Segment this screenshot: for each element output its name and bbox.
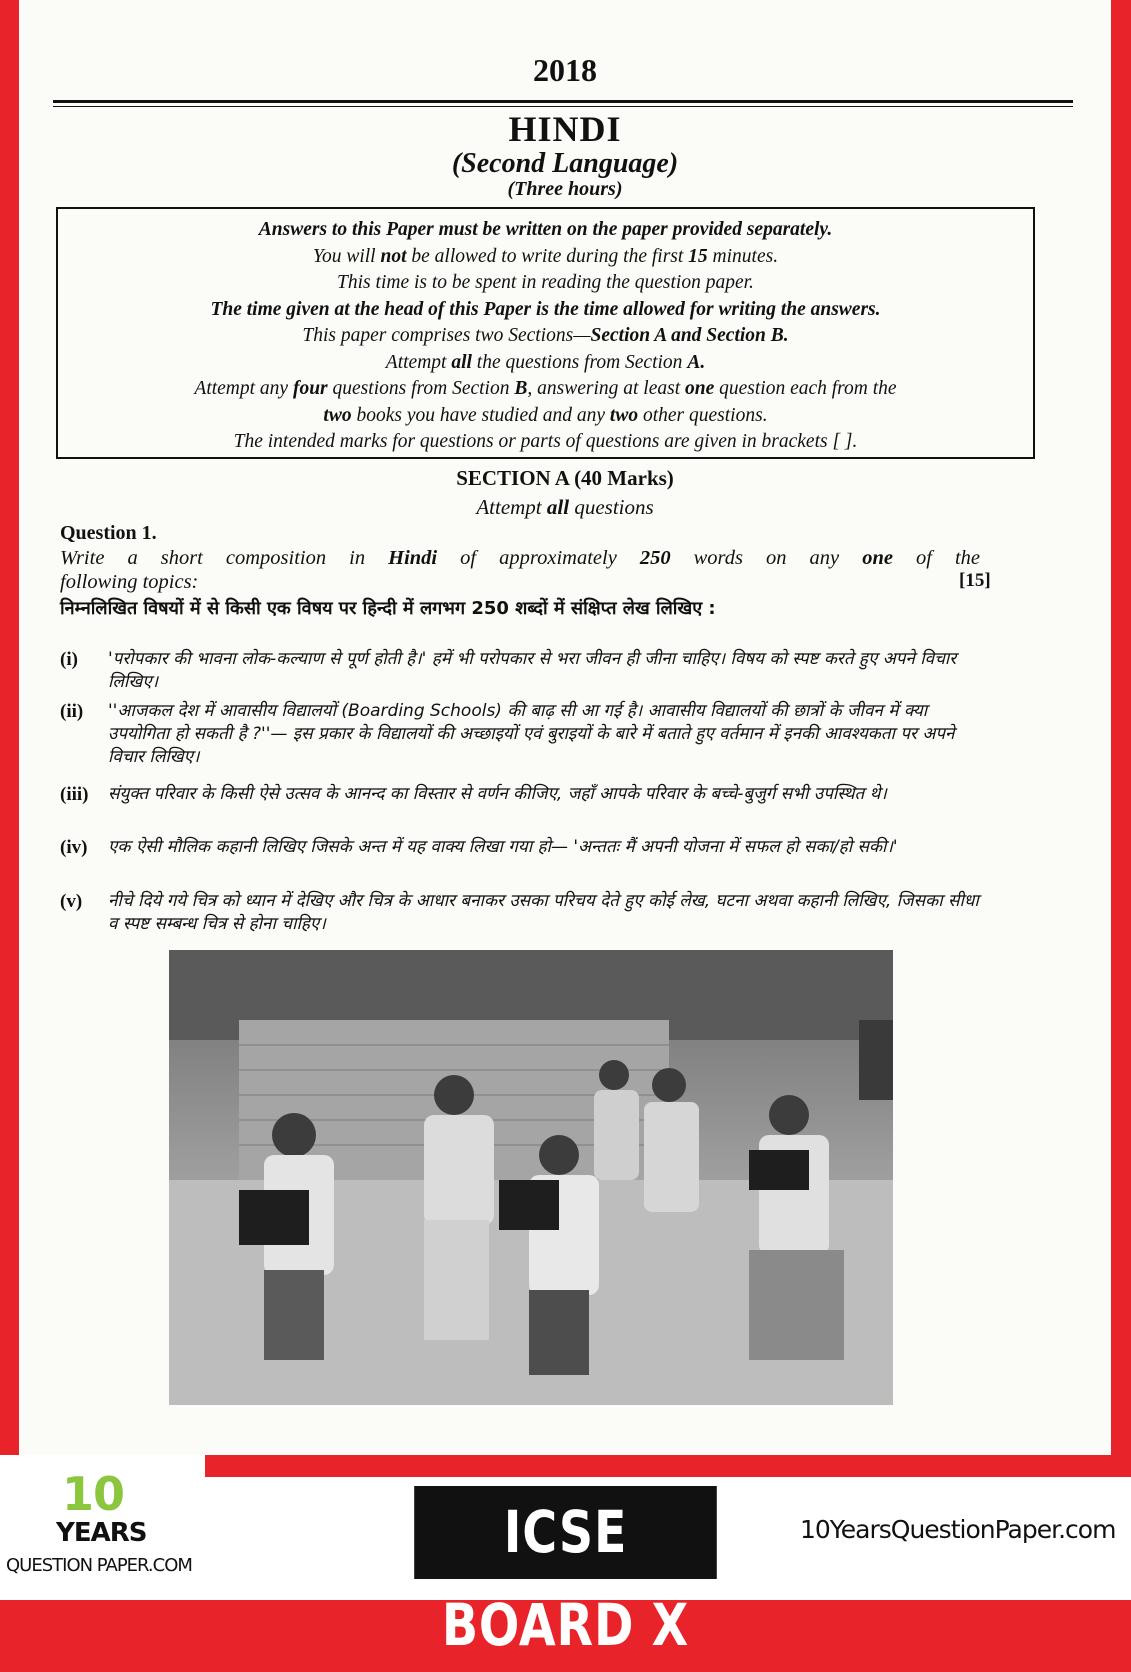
topic-option: (iii) संयुक्त परिवार के किसी ऐसे उत्सव के आनन्द का विस्तार से वर्णन कीजिए, जहाँ आपके परिवार के बच्चे-बुजुर्ग सभी उपस्थित थे।	[60, 784, 887, 805]
instruction-line: Attempt all the questions from Section A.	[385, 351, 706, 373]
question-1-marks: [15]	[959, 570, 991, 591]
instruction-line: This paper comprises two Sections—Section A and Section B.	[302, 325, 789, 346]
section-a-subheading: Attempt all questions	[476, 495, 654, 519]
footer-red-stripe	[205, 1455, 1131, 1477]
question-1-text-continued: following topics:	[60, 571, 199, 593]
paper-subtitle: (Second Language)	[451, 148, 679, 179]
instruction-line: Attempt any four questions from Section B, answering at least one question each from the	[194, 378, 897, 399]
question-1-label: Question 1.	[60, 522, 157, 544]
instruction-line: The time given at the head of this Paper is the time allowed for writing the answers.	[210, 298, 881, 320]
hindi-instruction: निम्नलिखित विषयों में से किसी एक विषय पर हिन्दी में लगभग 250 शब्दों में संक्षिप्त लेख लिखिए :	[60, 598, 716, 619]
topic-option: (ii) ''आजकल देश में आवासीय विद्यालयों (Boarding Schools) की बाढ़ सी आ गई है। आवासीय विद्यालयों की छात्रों के जीवन में क्या उपयोगिता हो सकती है ?''— इस प्रकार के विद्यालयों की अच्छाइयों एवं बुराइयों के बारे में बताते हुए वर्तमान में इनकी आवश्यकता पर अपने विचार लिखिए।	[60, 701, 955, 767]
website-link[interactable]: 10YearsQuestionPaper.com	[800, 1515, 1116, 1544]
board-banner: ICSE BOARD X	[414, 1486, 717, 1579]
topic-option: (i) 'परोपकार की भावना लोक-कल्याण से पूर्ण होती है।' हमें भी परोपकार से भरा जीवन ही जीना चाहिए। विषय को स्पष्ट करते हुए अपने विचार लिखिए।	[60, 649, 957, 692]
section-a-heading: SECTION A (40 Marks)	[456, 466, 674, 490]
instruction-line: You will not be allowed to write during the first 15 minutes.	[312, 245, 779, 267]
question-1-text: Write a short composition in Hindi of approximately 250 words on any one of the	[60, 547, 980, 569]
header-rule-thick	[53, 100, 1073, 103]
header-rule-thin	[53, 106, 1073, 107]
instruction-line: The intended marks for questions or parts of questions are given in brackets [ ].	[233, 431, 858, 452]
instruction-line: two books you have studied and any two other questions.	[323, 404, 768, 426]
logo-years: YEARS	[56, 1518, 147, 1548]
instruction-line: Answers to this Paper must be written on the paper provided separately.	[258, 219, 833, 240]
topic-option: (v) नीचे दिये गये चित्र को ध्यान में देखिए और चित्र के आधार बनाकर उसका परिचय देते हुए कोई लेख, घटना अथवा कहानी लिखिए, जिसका सीधा व स्पष्ट सम्बन्ध चित्र से होना चाहिए।	[60, 891, 979, 934]
paper-year: 2018	[533, 52, 597, 88]
instructions-box	[56, 207, 1035, 459]
question-paper-page	[19, 0, 1111, 1455]
logo-number: 10	[62, 1467, 125, 1521]
school-children-photo	[169, 950, 893, 1405]
paper-subject: HINDI	[508, 109, 622, 149]
topic-option: (iv) एक ऐसी मौलिक कहानी लिखिए जिसके अन्त में यह वाक्य लिखा गया हो— 'अन्ततः मैं अपनी योजना में सफल हो सका/हो सकी।'	[60, 837, 898, 858]
paper-duration: (Three hours)	[507, 178, 623, 200]
instruction-line: This time is to be spent in reading the question paper.	[337, 272, 754, 293]
logo-site-name: QUESTION PAPER.COM	[6, 1555, 192, 1576]
